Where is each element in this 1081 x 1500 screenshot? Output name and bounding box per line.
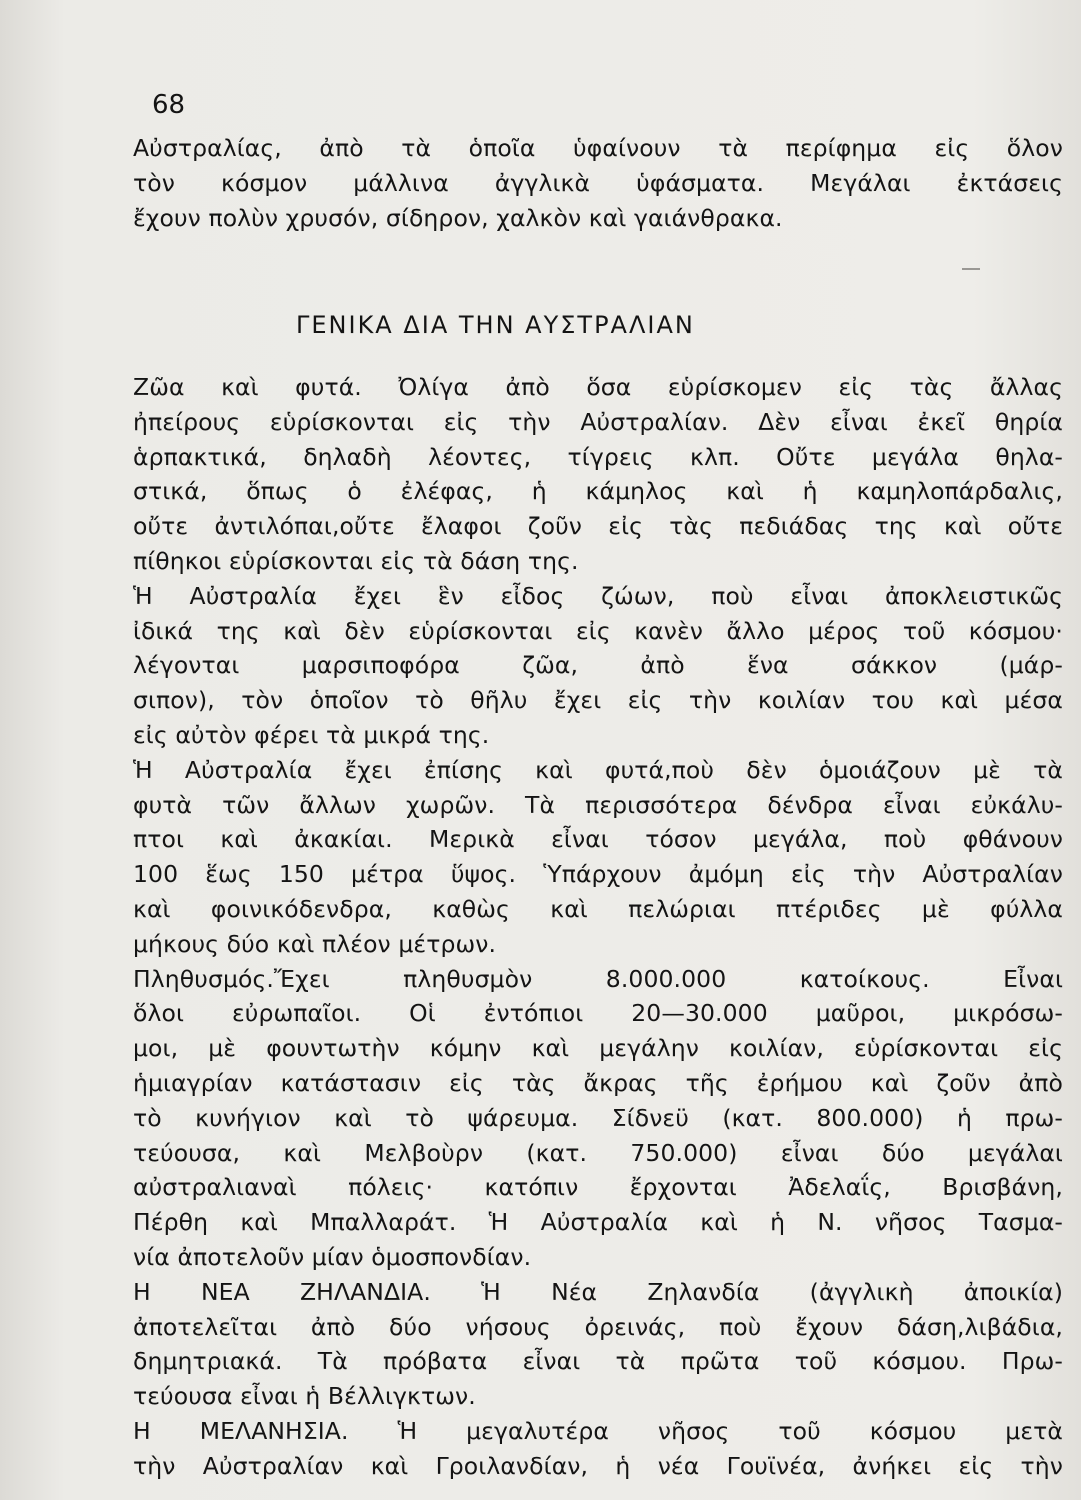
text-line: ἰδικά της καὶ δὲν εὑρίσκονται εἰς κανὲν ἄλλο μέρος τοῦ κόσμου·: [133, 616, 1063, 645]
text-line: λέγονται μαρσιποφόρα ζῶα, ἀπὸ ἕνα σάκκον (μάρ-: [133, 651, 1063, 680]
section-heading: ΓΕΝΙΚΑ ΔΙΑ ΤΗΝ ΑΥΣΤΡΑΛΙΑΝ: [296, 311, 695, 339]
text-line: πίθηκοι εὑρίσκονται εἰς τὰ δάση της.: [133, 546, 579, 575]
text-line: ἀποτελεῖται ἀπὸ δύο νήσους ὀρεινάς, ποὺ ἔχουν δάση,λιβάδια,: [133, 1312, 1063, 1341]
text-line: Πληθυσμός.Ἔχει πληθυσμὸν 8.000.000 κατοίκους. Εἶναι: [133, 964, 1063, 993]
text-line: Πέρθη καὶ Μπαλλαράτ. Ἡ Αὐστραλία καὶ ἡ Ν. νῆσος Τασμα-: [133, 1208, 1063, 1237]
text-line: νία ἀποτελοῦν μίαν ὁμοσπονδίαν.: [133, 1242, 532, 1271]
text-line: πτοι καὶ ἀκακίαι. Μερικὰ εἶναι τόσον μεγάλα, ποὺ φθάνουν: [133, 825, 1063, 854]
text-line: δημητριακά. Τὰ πρόβατα εἶναι τὰ πρῶτα τοῦ κόσμου. Πρω-: [133, 1347, 1063, 1376]
text-line: Η ΝΕΑ ΖΗΛΑΝΔΙΑ. Ἡ Νέα Ζηλανδία (ἀγγλικὴ ἀποικία): [133, 1277, 1063, 1306]
text-line: τὴν Αὐστραλίαν καὶ Γροιλανδίαν, ἡ νέα Γουϊνέα, ἀνήκει εἰς τὴν: [133, 1451, 1063, 1480]
body-text: [133, 370, 1063, 1484]
text-line: 100 ἕως 150 μέτρα ὕψος. Ὑπάρχουν ἀμόμη εἰς τὴν Αὐστραλίαν: [133, 860, 1063, 889]
text-line: Η ΜΕΛΑΝΗΣΙΑ. Ἡ μεγαλυτέρα νῆσος τοῦ κόσμου μετὰ: [133, 1416, 1063, 1445]
text-line: αὐστραλιαναὶ πόλεις· κατόπιν ἔρχονται Ἀδελαΐς, Βρισβάνη,: [133, 1173, 1063, 1202]
text-line: μήκους δύο καὶ πλέον μέτρων.: [133, 929, 497, 958]
intro-paragraph: [133, 131, 1063, 235]
text-line: στικά, ὅπως ὁ ἐλέφας, ἡ κάμηλος καὶ ἡ καμηλοπάρδαλις,: [133, 477, 1063, 506]
stray-mark: [962, 268, 980, 270]
text-line: εἰς αὐτὸν φέρει τὰ μικρά της.: [133, 720, 490, 749]
text-line: τεύουσα εἶναι ἡ Βέλλιγκτων.: [133, 1382, 476, 1411]
page-number: 68: [152, 90, 186, 120]
text-line: σιπον), τὸν ὁποῖον τὸ θῆλυ ἔχει εἰς τὴν κοιλίαν του καὶ μέσα: [133, 686, 1063, 715]
text-line: Ἡ Αὐστραλία ἔχει ἐπίσης καὶ φυτά,ποὺ δὲν ὁμοιάζουν μὲ τὰ: [133, 755, 1063, 784]
text-line: Ζῶα καὶ φυτά. Ὀλίγα ἀπὸ ὅσα εὑρίσκομεν εἰς τὰς ἄλλας: [133, 373, 1063, 401]
text-line: ἁρπακτικά, δηλαδὴ λέοντες, τίγρεις κλπ. Οὔτε μεγάλα θηλα-: [133, 442, 1063, 471]
text-line: ἠπείρους εὑρίσκονται εἰς τὴν Αὐστραλίαν. Δὲν εἶναι ἐκεῖ θηρία: [133, 407, 1063, 436]
text-line: τὸν κόσμον μάλλινα ἀγγλικὰ ὑφάσματα. Μεγάλαι ἐκτάσεις: [133, 168, 1063, 197]
text-line: καὶ φοινικόδενδρα, καθὼς καὶ πελώριαι πτέριδες μὲ φύλλα: [133, 894, 1063, 923]
text-line: ἔχουν πολὺν χρυσόν, σίδηρον, χαλκὸν καὶ γαιάνθρακα.: [133, 203, 783, 232]
text-line: τὸ κυνήγιον καὶ τὸ ψάρευμα. Σίδνεϋ (κατ. 800.000) ἡ πρω-: [133, 1103, 1063, 1132]
text-line: Ἡ Αὐστραλία ἔχει ἓν εἶδος ζώων, ποὺ εἶναι ἀποκλειστικῶς: [133, 581, 1063, 610]
text-line: μοι, μὲ φουντωτὴν κόμην καὶ μεγάλην κοιλίαν, εὑρίσκονται εἰς: [133, 1034, 1063, 1063]
text-line: οὔτε ἀντιλόπαι,οὔτε ἔλαφοι ζοῦν εἰς τὰς πεδιάδας της καὶ οὔτε: [133, 512, 1063, 541]
text-line: ὅλοι εὐρωπαῖοι. Οἱ ἐντόπιοι 20—30.000 μαῦροι, μικρόσω-: [133, 999, 1063, 1028]
text-line: τεύουσα, καὶ Μελβοὺρν (κατ. 750.000) εἶναι δύο μεγάλαι: [133, 1138, 1063, 1167]
text-line: Αὐστραλίας, ἀπὸ τὰ ὁποῖα ὑφαίνουν τὰ περίφημα εἰς ὅλον: [133, 134, 1063, 162]
text-line: ἡμιαγρίαν κατάστασιν εἰς τὰς ἄκρας τῆς ἐρήμου καὶ ζοῦν ἀπὸ: [133, 1068, 1063, 1097]
text-line: φυτὰ τῶν ἄλλων χωρῶν. Τὰ περισσότερα δένδρα εἶναι εὐκάλυ-: [133, 790, 1063, 819]
